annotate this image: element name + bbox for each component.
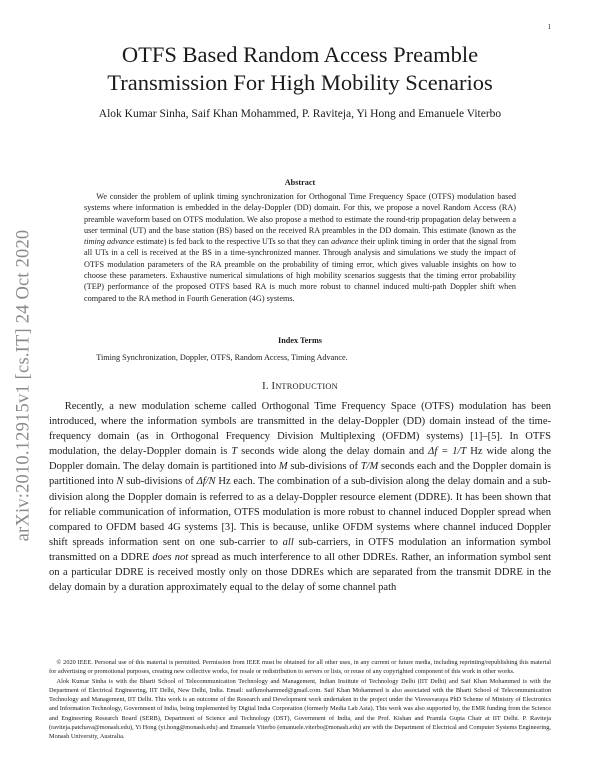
- math-T: T: [231, 446, 238, 458]
- section-number: I.: [262, 381, 272, 392]
- index-terms-list: Timing Synchronization, Doppler, OTFS, Random Access, Timing Advance.: [96, 353, 348, 362]
- intro-text: Hz each. The combination of a sub-division along the delay domain and a sub-division along the Doppler domain is referred to as a delay-Doppler resource element (DDRE). It has been shown that for reliable communication of information, OTFS modulation is more robust to channel induced Doppler spread when compared to OFDM based 4G systems [3]. This is because, unlike OFDM systems where channel induced Doppler shift spreads information sent on one sub-carrier to: [49, 476, 551, 548]
- math-N: N: [116, 476, 124, 488]
- abstract-text-1: We consider the problem of uplink timing synchronization for Orthogonal Time Frequency Space (OTFS) modulation based systems where information is embedded in the delay-Doppler (DD) domain. For this, we propose a novel Random Access (RA) preamble waveform based on OTFS modulation. We also propose a method to estimate the round-trip propagation delay between a user terminal (UT) and the base station (BS) based on the received RA preambles in the DD domain. This estimate (known as the: [84, 192, 516, 235]
- author-affiliations: Alok Kumar Sinha is with the Bharti School of Telecommunication Technology and Management, Indian Institute of Technology Delhi (IIT Delhi) and Saif Khan Mohammed is with the Department of Electrical Engineering, IIT Delhi, New Delhi, India. Email: saifkmohammed@gmail.com. Saif Khan Mohammed is also associated with the Bharti School of Telecommunication Technology and Management, IIT Delhi. This work is an outcome of the Research and Development work undertaken in the project under the Visvesvaraya PhD Scheme of Ministry of Electronics and Information Technology, Government of India, being implemented by Digital India Corporation (formerly Media Lab Asia). This work was also supported by, the EMR funding from the Science and Engineering Research Board (SERB), Department of Science and Technology (DST), Government of India, and the Prof. Kishan and Pramila Gupta Chair at IIT Delhi. P. Raviteja (raviteja.patchava@monash.edu), Yi Hong (yi.hong@monash.edu) and Emanuele Viterbo (emanuele.viterbo@monash.edu) are with the Department of Electrical and Computer Systems Engineering, Monash University, Australia.: [49, 677, 551, 741]
- abstract-text-3: their uplink timing in order that the signal from all UTs in a cell is received at the BS in a time-synchronized manner. Through analysis and simulations we study the impact of OTFS modulation parameters of the RA preamble on the probability of timing error, which gives valuable insights on how to choose these parameters. Exhaustive numerical simulations of high mobility scenarios suggests that the timing error probability (TEP) performance of the proposed OTFS based RA is much more robust to channel induced multi-path Doppler shift when compared to the RA method in Fourth Generation (4G) systems.: [84, 237, 516, 303]
- page-number: 1: [547, 23, 551, 31]
- introduction-paragraph: [49, 399, 551, 595]
- math-M: M: [278, 461, 288, 473]
- intro-text: seconds each and the Doppler domain is partitioned into: [49, 461, 551, 488]
- intro-text: sub-divisions of: [123, 476, 197, 488]
- emphasis-does-not: does not: [152, 551, 189, 563]
- section-heading-introduction: [60, 381, 540, 392]
- emphasis-all: all: [282, 536, 294, 548]
- copyright-notice: © 2020 IEEE. Personal use of this material is permitted. Permission from IEEE must be obtained for all other uses, in any current or future media, including reprinting/republishing this material for advertising or promotional purposes, creating new collective works, for resale or redistribution to servers or lists, or reuse of any copyrighted component of this work in other works.: [49, 659, 551, 676]
- abstract-heading: Abstract: [284, 178, 316, 187]
- paper-title: [60, 41, 540, 97]
- math-T-over-M: T/M: [360, 461, 379, 473]
- arxiv-stamp: [6, 190, 42, 580]
- abstract-emphasis-timing-advance: timing advance: [84, 237, 135, 247]
- intro-text: Hz wide along the Doppler domain. The delay domain is partitioned into: [49, 446, 552, 473]
- index-terms-heading: Index Terms: [278, 336, 322, 345]
- abstract-text-2: estimate) is fed back to the respective UTs so that they can: [134, 237, 332, 247]
- intro-text: sub-divisions of: [287, 461, 361, 473]
- title-line-2: Transmission For High Mobility Scenarios: [107, 70, 493, 95]
- intro-text: seconds wide along the delay domain and: [237, 446, 429, 458]
- intro-text: Recently, a new modulation scheme called Orthogonal Time Frequency Space (OTFS) modulation has been introduced, where the information symbols are transmitted in the delay-Doppler (DD) domain instead of the time-frequency domain (as in Orthogonal Frequency Division Multiplexing (OFDM) systems) [1]–[5]. In OTFS modulation, the delay-Doppler domain is: [49, 401, 551, 458]
- intro-text: spread as much interference to all other DDREs. Rather, an information symbol sent on a particular DDRE is received mostly only on those DDREs which are separated from the transmit DDRE in the delay domain by a duration approximately equal to the delay of some channel path: [49, 551, 551, 594]
- intro-text: sub-carriers, in OTFS modulation an information symbol transmitted on a DDRE: [49, 536, 551, 563]
- math-delta-f: Δf = 1/T: [428, 446, 467, 458]
- abstract-body: [84, 191, 516, 304]
- abstract-emphasis-advance: advance: [331, 237, 359, 247]
- math-delta-f-over-N: Δf/N: [196, 476, 216, 488]
- arxiv-identifier: arXiv:2010.12915v1 [cs.IT] 24 Oct 2020: [13, 229, 34, 541]
- section-title-rest: NTRODUCTION: [275, 382, 338, 391]
- section-title-initial: I: [271, 381, 276, 392]
- footnotes: [49, 658, 551, 742]
- title-line-1: OTFS Based Random Access Preamble: [121, 42, 479, 67]
- author-list: Alok Kumar Sinha, Saif Khan Mohammed, P. Raviteja, Yi Hong and Emanuele Viterbo: [98, 108, 502, 120]
